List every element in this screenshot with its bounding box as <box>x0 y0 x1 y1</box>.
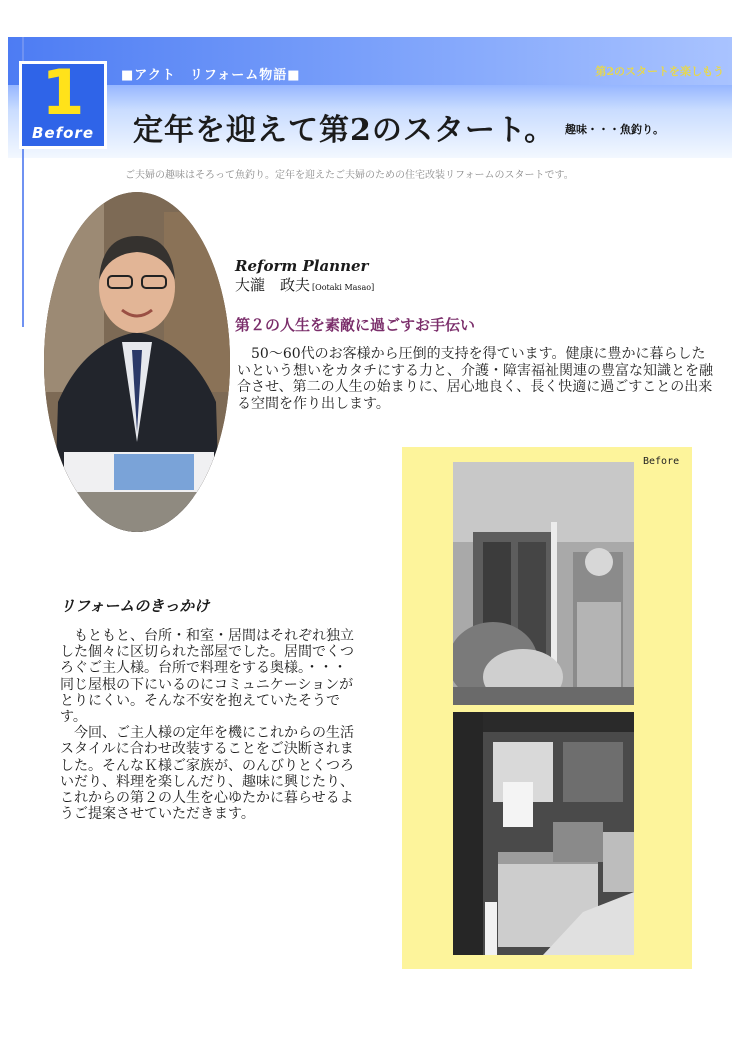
photo-kitchen-1-illustration <box>453 462 634 705</box>
intro-text: ご夫婦の趣味はそろって魚釣り。定年を迎えたご夫婦のための住宅改装リフォームのスタートです。 <box>125 170 574 181</box>
planner-name-jp: 大瀧 政夫 <box>235 276 311 294</box>
planner-role: Reform Planner <box>235 257 369 275</box>
badge-number: 1 <box>41 56 85 129</box>
planner-lead: 第２の人生を素敵に過ごすお手伝い <box>235 316 476 334</box>
badge-label: Before <box>31 124 94 142</box>
section-paragraph-1: もともと、台所・和室・居間はそれぞれ独立した個々に区切られた部屋でした。居間でくつろぐご主人様。台所で料理をする奥様。・・・同じ屋根の下にいるのにコミュニケーションがとりにくい。そんな不安を抱えていたそうです。 <box>60 628 354 726</box>
section-title: リフォームのきっかけ <box>60 597 210 615</box>
section-body <box>60 628 360 822</box>
page-title: 定年を迎えて第2のスタート。 <box>133 113 556 148</box>
chapter-badge <box>19 56 107 149</box>
before-photo-kitchen-2 <box>453 712 634 955</box>
before-label: Before <box>643 456 680 467</box>
planner-name-roman: [Ootaki Masao] <box>312 283 375 292</box>
portrait-illustration <box>44 192 230 532</box>
page-subtitle: 趣味・・・魚釣り。 <box>565 123 664 136</box>
planner-description: 50〜60代のお客様から圧倒的支持を得ています。健康に豊かに暮らしたいという想いをカタチにする力と、介護・障害福祉関連の豊富な知識とを融合させ、第二の人生の始まりに、居心地良く、長く快適に過ごすことの出来る空間を作り出します。 <box>237 346 713 412</box>
photo-kitchen-2-illustration <box>453 712 634 955</box>
section-paragraph-2: 今回、ご主人様の定年を機にこれからの生活スタイルに合わせ改装することをご決断されました。そんなＫ様ご家族が、のんびりとくつろいだり、料理を楽しんだり、趣味に興じたり、これからの第２の人生を心ゆたかに暮らせるようご提案させていただきます。 <box>60 725 354 823</box>
header-tagline: 第2のスタートを楽しもう <box>595 65 724 78</box>
series-title: ■アクト リフォーム物語■ <box>121 68 301 83</box>
planner-name <box>235 274 374 295</box>
planner-portrait <box>44 192 230 532</box>
before-photo-kitchen-1 <box>453 462 634 705</box>
